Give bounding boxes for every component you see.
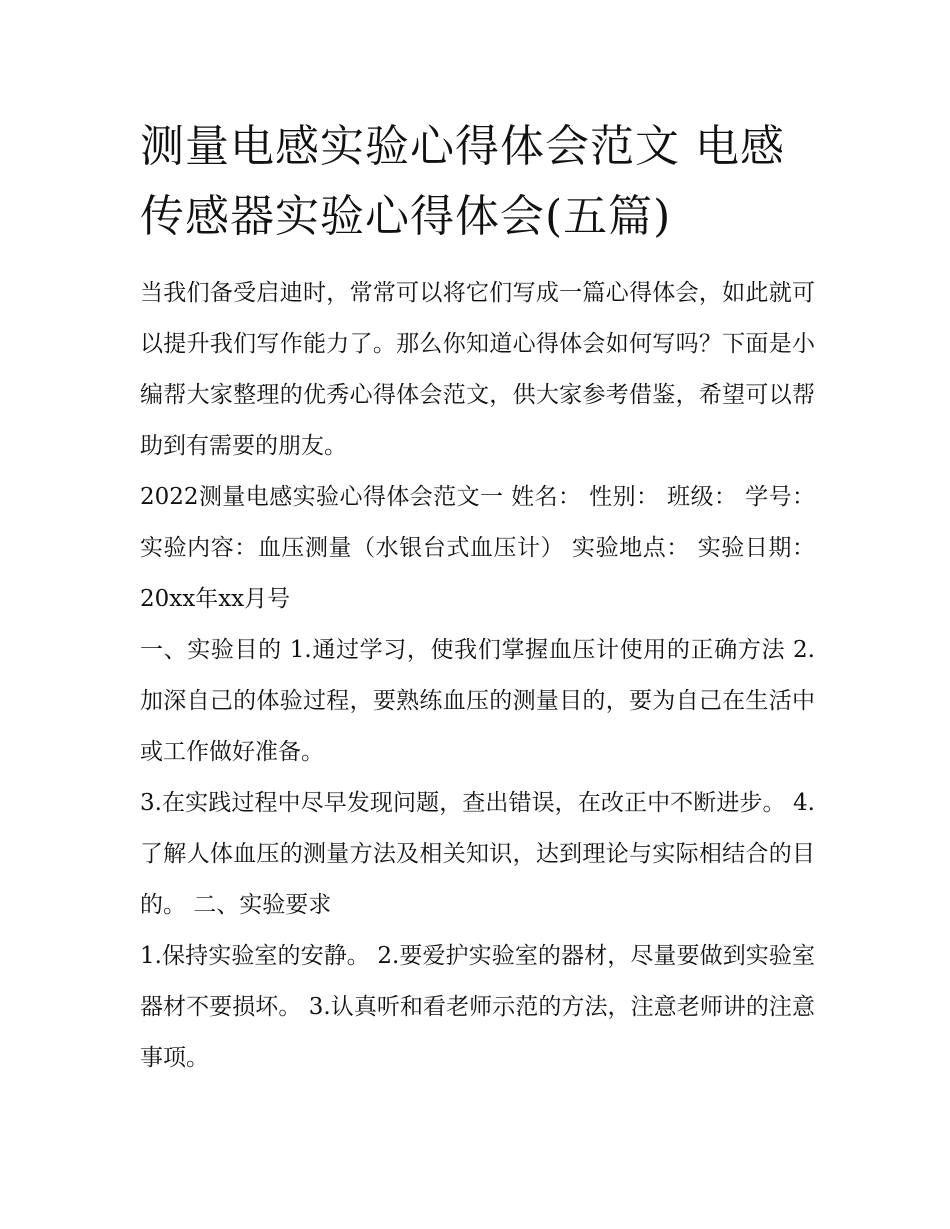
paragraph-intro: 当我们备受启迪时，常常可以将它们写成一篇心得体会，如此就可以提升我们写作能力了。那么你知道心得体会如何写吗？下面是小编帮大家整理的优秀心得体会范文，供大家参考借鉴，希望可以帮助到有需要的朋友。: [140, 280, 815, 459]
document-body: [140, 112, 815, 1084]
document-title: 测量电感实验心得体会范文 电感传感器实验心得体会(五篇): [140, 121, 785, 242]
paragraph-experiment-purpose: 一、实验目的 1.通过学习，使我们掌握血压计使用的正确方法 2.加深自己的体验过程，要熟练血压的测量目的，要为自己在生活中或工作做好准备。: [140, 637, 815, 765]
paragraph-experiment-info: 2022测量电感实验心得体会范文一 姓名： 性别： 班级： 学号： 实验内容：血压测量（水银台式血压计） 实验地点： 实验日期：20xx年xx月号: [140, 484, 815, 612]
paragraph-purpose-continued: 3.在实践过程中尽早发现问题，查出错误，在改正中不断进步。 4.了解人体血压的测量方法及相关知识，达到理论与实际相结合的目的。 二、实验要求: [140, 790, 815, 918]
paragraph-experiment-requirements: 1.保持实验室的安静。 2.要爱护实验室的器材，尽量要做到实验室器材不要损坏。 3.认真听和看老师示范的方法，注意老师讲的注意事项。: [140, 943, 815, 1071]
